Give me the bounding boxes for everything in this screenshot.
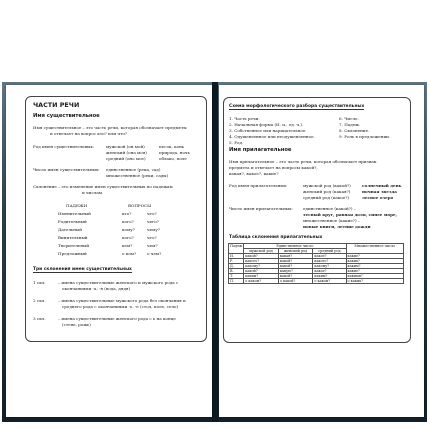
adjective-gender-value: средний род (какое?): [303, 195, 350, 200]
case-question-inanimate: что?: [147, 211, 157, 216]
adjective-number-value: множественное (какие?) –: [303, 218, 360, 223]
scheme-step: 1. Часть речи.: [229, 116, 260, 121]
number-value-singular: единственное (река, сад): [106, 167, 161, 172]
case-question-animate: кто?: [122, 211, 132, 216]
cases-header-case: ПАДЕЖИ: [66, 203, 88, 208]
table-cell-case: П.: [229, 279, 244, 284]
table-cell: какому?: [244, 264, 279, 269]
adjective-definition-line-3: какая?, какое?, какие?: [229, 171, 279, 176]
table-cell-case: И.: [229, 254, 244, 259]
table-subheader-neut: средний род: [313, 249, 346, 254]
case-question-animate: кого?: [122, 219, 134, 224]
adjective-title: Имя прилагательное: [229, 147, 292, 153]
table-cell: о каком?: [244, 279, 279, 284]
scheme-step: 6. Число.: [339, 116, 359, 121]
table-cell: каким?: [346, 264, 403, 269]
table-cell-case: Т.: [229, 274, 244, 279]
scheme-step: 3. Собственное или нарицательное.: [229, 128, 307, 133]
book-spine: [212, 82, 218, 422]
table-cell: какими?: [346, 274, 403, 279]
table-cell: какой?: [244, 269, 279, 274]
table-cell: какая?: [278, 254, 312, 259]
adjective-gender-example: лесное озеро: [362, 195, 394, 200]
adjective-number-example: тесный круг, равная доля, синее море,: [303, 212, 398, 217]
declension-3-text-line-2: (степь, рожь): [62, 322, 91, 327]
table-cell: каким?: [313, 274, 346, 279]
adjective-definition-line-2: предмета и отвечает на вопросы какой?,: [229, 165, 318, 170]
declension-2-text-line-1: – имена существительные мужского рода без окончания и: [58, 298, 186, 303]
case-name: Родительный: [58, 219, 87, 224]
case-question-animate: кем?: [122, 243, 133, 248]
case-question-animate: кому?: [122, 227, 135, 232]
case-name: Винительный: [58, 235, 88, 240]
gender-label: Род имен существительных:: [33, 144, 95, 149]
scheme-step: 2. Начальная форма (И. п., ед. ч.).: [229, 122, 304, 127]
declension-definition-line-2: и числам.: [82, 190, 104, 195]
left-page-title: ЧАСТИ РЕЧИ: [33, 101, 80, 109]
declension-definition-line-1: Склонение – это изменение имен существительных по падежам: [33, 184, 173, 189]
adjective-number-value: единственное (какой?) –: [303, 206, 356, 211]
table-cell: какое?: [313, 269, 346, 274]
adjective-number-label: Число имен прилагательных:: [229, 206, 293, 211]
table-cell-case: Р.: [229, 259, 244, 264]
table-header-singular: Единственное число: [244, 244, 346, 249]
declension-3-label: 3 скл.: [33, 316, 46, 321]
declension-1-text-line-1: – имена существительные женского и мужского рода с: [58, 280, 179, 285]
case-question-animate: о ком?: [122, 251, 137, 256]
table-cell: о каком?: [313, 279, 346, 284]
adjective-gender-label: Род имен прилагательных:: [229, 183, 288, 188]
case-name: Предложный: [58, 251, 87, 256]
cases-header-questions: ВОПРОСЫ: [128, 203, 152, 208]
table-cell: каким?: [244, 274, 279, 279]
noun-subtitle: Имя существительное: [33, 113, 100, 119]
table-cell-case: В.: [229, 269, 244, 274]
scheme-step: 9. Роль в предложении.: [339, 134, 391, 139]
declension-2-text-line-2: среднего рода с окончаниями -о, -е (стол, поле, село): [62, 304, 179, 309]
table-cell: какой?: [278, 274, 312, 279]
table-cell: какого?: [313, 259, 346, 264]
adjective-gender-example: солнечный день: [362, 183, 402, 188]
table-cell: какого?: [244, 259, 279, 264]
table-cell: о какой?: [278, 279, 312, 284]
adjective-gender-value: женский род (какая?): [303, 189, 351, 194]
table-cell: какое?: [313, 254, 346, 259]
table-cell: о каких?: [346, 279, 403, 284]
gender-value-masc: мужской (он мой): [106, 144, 145, 149]
table-header-case: Падеж: [229, 244, 244, 254]
table-subheader-fem: женский род: [278, 249, 312, 254]
declension-table-title: Таблица склонения прилагательных: [229, 235, 323, 240]
morph-scheme-title: Схема морфологического разбора существительных: [229, 104, 365, 109]
right-page: [219, 85, 424, 417]
three-declensions-title: Три склонения имен существительных: [33, 267, 132, 272]
table-cell: какой?: [278, 259, 312, 264]
case-question-inanimate: чему?: [147, 227, 160, 232]
gender-example-masc: песок, конь: [159, 144, 185, 149]
noun-definition-line-1: Имя существительное – это часть речи, которая обозначает предметы: [33, 125, 187, 130]
table-row: [229, 279, 404, 284]
left-page: [6, 85, 212, 417]
number-value-plural: множественное (реки, сады): [106, 173, 169, 178]
gender-example-neut: облако, поле: [159, 156, 187, 161]
adjective-definition-line-1: Имя прилагательное – это часть речи, которая обозначает признак: [229, 159, 377, 164]
gender-value-fem: женский (она моя): [106, 150, 147, 155]
declension-1-text-line-2: окончаниями -а, -я (вода, дядя): [62, 286, 131, 291]
case-question-inanimate: чего?: [147, 219, 159, 224]
scheme-step: 7. Падеж.: [339, 122, 361, 127]
case-name: Дательный: [58, 227, 83, 232]
adjective-number-example: новые книги, летние дожди: [303, 224, 371, 229]
case-question-animate: кого?: [122, 235, 134, 240]
table-subheader-masc: мужской род: [244, 249, 279, 254]
table-cell: каких?: [346, 259, 403, 264]
table-cell: какие?: [346, 269, 403, 274]
table-cell: какую?: [278, 269, 312, 274]
scheme-step: 8. Склонение.: [339, 128, 370, 133]
table-cell: какой?: [278, 264, 312, 269]
gender-value-neut: средний (оно мое): [106, 156, 146, 161]
scheme-step: 5. Род.: [229, 140, 244, 145]
noun-definition-line-2: и отвечает на вопрос кто? или что?: [50, 131, 128, 136]
adjective-declension-table: [228, 243, 404, 284]
case-question-inanimate: о чем?: [147, 251, 162, 256]
declension-1-label: 1 скл.: [33, 280, 46, 285]
table-cell: какому?: [313, 264, 346, 269]
case-name: Творительный: [58, 243, 90, 248]
table-header-plural: Множественное число: [346, 244, 403, 254]
adjective-gender-example: ночная звезда: [362, 189, 397, 194]
table-cell-case: Д.: [229, 264, 244, 269]
number-label: Число имен существительных:: [33, 167, 100, 172]
adjective-gender-value: мужской род (какой?): [303, 183, 351, 188]
table-cell: какой?: [244, 254, 279, 259]
declension-2-label: 2 скл.: [33, 298, 46, 303]
case-question-inanimate: что?: [147, 235, 157, 240]
table-cell: какие?: [346, 254, 403, 259]
gender-example-fem: природа, ночь: [159, 150, 190, 155]
case-name: Именительный: [58, 211, 91, 216]
declension-3-text-line-1: – имена существительные женского рода с ь на конце: [58, 316, 176, 321]
scheme-step: 4. Одушевленное или неодушевленное.: [229, 134, 315, 139]
case-question-inanimate: чем?: [147, 243, 158, 248]
